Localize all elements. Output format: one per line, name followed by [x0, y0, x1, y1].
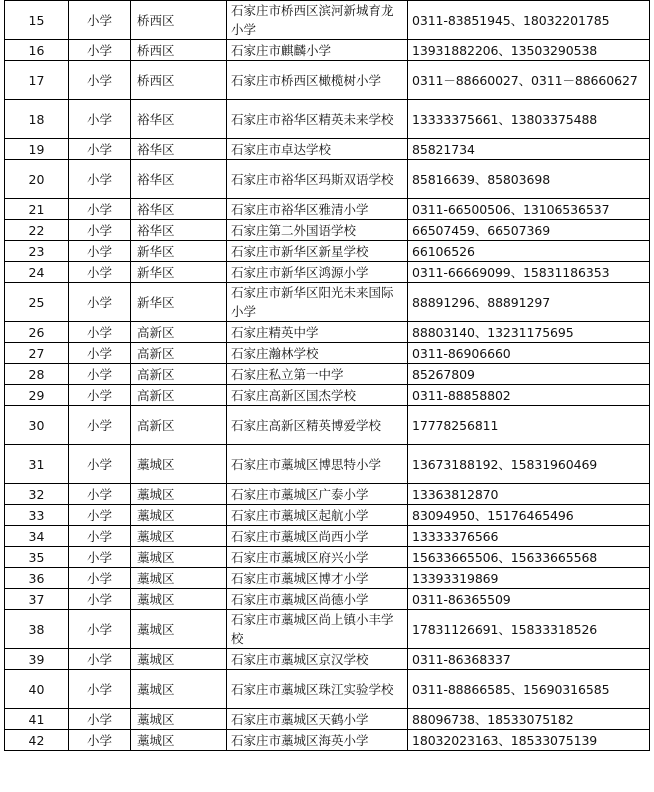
- school-name: 石家庄市新华区阳光未来国际小学: [227, 283, 408, 322]
- school-level: 小学: [69, 445, 131, 484]
- table-row: [5, 547, 650, 568]
- row-number: 42: [5, 730, 69, 751]
- school-level: 小学: [69, 100, 131, 139]
- row-number: 26: [5, 322, 69, 343]
- contact-phone: 0311-88858802: [408, 385, 650, 406]
- contact-phone: 88096738、18533075182: [408, 709, 650, 730]
- row-number: 20: [5, 160, 69, 199]
- district-name: 藁城区: [131, 505, 227, 526]
- table-row: [5, 160, 650, 199]
- district-name: 藁城区: [131, 445, 227, 484]
- school-level: 小学: [69, 484, 131, 505]
- contact-phone: 0311-86906660: [408, 343, 650, 364]
- contact-phone: 13333375661、13803375488: [408, 100, 650, 139]
- contact-phone: 0311-66500506、13106536537: [408, 199, 650, 220]
- school-level: 小学: [69, 199, 131, 220]
- school-name: 石家庄私立第一中学: [227, 364, 408, 385]
- district-name: 藁城区: [131, 484, 227, 505]
- district-name: 裕华区: [131, 220, 227, 241]
- contact-phone: 0311-86368337: [408, 649, 650, 670]
- school-name: 石家庄市裕华区雅清小学: [227, 199, 408, 220]
- contact-phone: 0311-86365509: [408, 589, 650, 610]
- school-level: 小学: [69, 670, 131, 709]
- contact-phone: 85267809: [408, 364, 650, 385]
- contact-phone: 0311-83851945、18032201785: [408, 1, 650, 40]
- contact-phone: 88891296、88891297: [408, 283, 650, 322]
- contact-phone: 66106526: [408, 241, 650, 262]
- school-name: 石家庄市麒麟小学: [227, 40, 408, 61]
- school-level: 小学: [69, 241, 131, 262]
- contact-phone: 83094950、15176465496: [408, 505, 650, 526]
- school-level: 小学: [69, 283, 131, 322]
- row-number: 25: [5, 283, 69, 322]
- table-row: [5, 568, 650, 589]
- district-name: 高新区: [131, 364, 227, 385]
- school-name: 石家庄市藁城区府兴小学: [227, 547, 408, 568]
- table-row: [5, 649, 650, 670]
- row-number: 28: [5, 364, 69, 385]
- district-name: 高新区: [131, 406, 227, 445]
- school-name: 石家庄市藁城区尚西小学: [227, 526, 408, 547]
- school-name: 石家庄市藁城区京汉学校: [227, 649, 408, 670]
- row-number: 41: [5, 709, 69, 730]
- row-number: 36: [5, 568, 69, 589]
- school-level: 小学: [69, 160, 131, 199]
- district-name: 桥西区: [131, 40, 227, 61]
- table-row: [5, 445, 650, 484]
- row-number: 39: [5, 649, 69, 670]
- row-number: 40: [5, 670, 69, 709]
- contact-phone: 0311-88866585、15690316585: [408, 670, 650, 709]
- row-number: 27: [5, 343, 69, 364]
- table-row: [5, 505, 650, 526]
- row-number: 24: [5, 262, 69, 283]
- school-level: 小学: [69, 385, 131, 406]
- school-level: 小学: [69, 61, 131, 100]
- table-row: [5, 220, 650, 241]
- school-contact-table: [4, 0, 650, 751]
- row-number: 29: [5, 385, 69, 406]
- row-number: 18: [5, 100, 69, 139]
- district-name: 藁城区: [131, 649, 227, 670]
- row-number: 37: [5, 589, 69, 610]
- school-level: 小学: [69, 709, 131, 730]
- table-row: [5, 199, 650, 220]
- contact-phone: 13931882206、13503290538: [408, 40, 650, 61]
- school-name: 石家庄市藁城区天鹤小学: [227, 709, 408, 730]
- school-name: 石家庄市藁城区广泰小学: [227, 484, 408, 505]
- school-level: 小学: [69, 505, 131, 526]
- school-level: 小学: [69, 649, 131, 670]
- contact-phone: 17831126691、15833318526: [408, 610, 650, 649]
- table-row: [5, 139, 650, 160]
- contact-phone: 13363812870: [408, 484, 650, 505]
- district-name: 高新区: [131, 322, 227, 343]
- contact-phone: 15633665506、15633665568: [408, 547, 650, 568]
- district-name: 藁城区: [131, 730, 227, 751]
- school-name: 石家庄市桥西区橄榄树小学: [227, 61, 408, 100]
- district-name: 高新区: [131, 343, 227, 364]
- table-row: [5, 40, 650, 61]
- school-level: 小学: [69, 589, 131, 610]
- table-row: [5, 364, 650, 385]
- district-name: 裕华区: [131, 139, 227, 160]
- school-level: 小学: [69, 364, 131, 385]
- table-row: [5, 61, 650, 100]
- school-name: 石家庄市新华区新星学校: [227, 241, 408, 262]
- table-row: [5, 283, 650, 322]
- school-name: 石家庄第二外国语学校: [227, 220, 408, 241]
- school-name: 石家庄市裕华区精英未来学校: [227, 100, 408, 139]
- school-name: 石家庄市藁城区尚上镇小丰学校: [227, 610, 408, 649]
- school-name: 石家庄高新区精英博爱学校: [227, 406, 408, 445]
- school-level: 小学: [69, 40, 131, 61]
- school-level: 小学: [69, 343, 131, 364]
- school-name: 石家庄高新区国杰学校: [227, 385, 408, 406]
- table-row: [5, 526, 650, 547]
- district-name: 新华区: [131, 283, 227, 322]
- row-number: 35: [5, 547, 69, 568]
- table-row: [5, 730, 650, 751]
- district-name: 新华区: [131, 241, 227, 262]
- contact-phone: 66507459、66507369: [408, 220, 650, 241]
- school-name: 石家庄瀚林学校: [227, 343, 408, 364]
- school-level: 小学: [69, 322, 131, 343]
- district-name: 裕华区: [131, 160, 227, 199]
- district-name: 裕华区: [131, 199, 227, 220]
- school-name: 石家庄市藁城区博才小学: [227, 568, 408, 589]
- table-row: [5, 1, 650, 40]
- row-number: 31: [5, 445, 69, 484]
- table-row: [5, 610, 650, 649]
- contact-phone: 13673188192、15831960469: [408, 445, 650, 484]
- school-name: 石家庄市桥西区滨河新城育龙小学: [227, 1, 408, 40]
- school-name: 石家庄市藁城区海英小学: [227, 730, 408, 751]
- school-name: 石家庄市新华区鸿源小学: [227, 262, 408, 283]
- district-name: 藁城区: [131, 610, 227, 649]
- table-row: [5, 709, 650, 730]
- school-level: 小学: [69, 220, 131, 241]
- contact-phone: 85821734: [408, 139, 650, 160]
- table-row: [5, 322, 650, 343]
- district-name: 藁城区: [131, 547, 227, 568]
- row-number: 19: [5, 139, 69, 160]
- table-row: [5, 385, 650, 406]
- table-row: [5, 589, 650, 610]
- district-name: 高新区: [131, 385, 227, 406]
- contact-phone: 88803140、13231175695: [408, 322, 650, 343]
- contact-phone: 17778256811: [408, 406, 650, 445]
- table-row: [5, 343, 650, 364]
- district-name: 裕华区: [131, 100, 227, 139]
- row-number: 17: [5, 61, 69, 100]
- district-name: 藁城区: [131, 709, 227, 730]
- school-name: 石家庄精英中学: [227, 322, 408, 343]
- table-body: [5, 1, 650, 751]
- table-row: [5, 670, 650, 709]
- school-level: 小学: [69, 1, 131, 40]
- row-number: 15: [5, 1, 69, 40]
- contact-phone: 13333376566: [408, 526, 650, 547]
- row-number: 38: [5, 610, 69, 649]
- district-name: 新华区: [131, 262, 227, 283]
- contact-phone: 0311-66669099、15831186353: [408, 262, 650, 283]
- district-name: 桥西区: [131, 61, 227, 100]
- row-number: 30: [5, 406, 69, 445]
- district-name: 藁城区: [131, 568, 227, 589]
- row-number: 33: [5, 505, 69, 526]
- table-row: [5, 262, 650, 283]
- table-row: [5, 100, 650, 139]
- contact-phone: 85816639、85803698: [408, 160, 650, 199]
- contact-phone: 0311－88660027、0311－88660627: [408, 61, 650, 100]
- row-number: 34: [5, 526, 69, 547]
- school-level: 小学: [69, 568, 131, 589]
- contact-phone: 13393319869: [408, 568, 650, 589]
- school-level: 小学: [69, 139, 131, 160]
- school-name: 石家庄市卓达学校: [227, 139, 408, 160]
- school-level: 小学: [69, 526, 131, 547]
- school-level: 小学: [69, 730, 131, 751]
- school-level: 小学: [69, 547, 131, 568]
- school-level: 小学: [69, 406, 131, 445]
- district-name: 藁城区: [131, 670, 227, 709]
- row-number: 16: [5, 40, 69, 61]
- table-row: [5, 241, 650, 262]
- school-level: 小学: [69, 262, 131, 283]
- school-name: 石家庄市藁城区尚德小学: [227, 589, 408, 610]
- row-number: 32: [5, 484, 69, 505]
- district-name: 桥西区: [131, 1, 227, 40]
- district-name: 藁城区: [131, 589, 227, 610]
- contact-phone: 18032023163、18533075139: [408, 730, 650, 751]
- table-row: [5, 484, 650, 505]
- row-number: 22: [5, 220, 69, 241]
- school-level: 小学: [69, 610, 131, 649]
- school-name: 石家庄市藁城区起航小学: [227, 505, 408, 526]
- district-name: 藁城区: [131, 526, 227, 547]
- table-row: [5, 406, 650, 445]
- school-name: 石家庄市藁城区珠江实验学校: [227, 670, 408, 709]
- school-name: 石家庄市裕华区玛斯双语学校: [227, 160, 408, 199]
- row-number: 23: [5, 241, 69, 262]
- row-number: 21: [5, 199, 69, 220]
- school-name: 石家庄市藁城区博思特小学: [227, 445, 408, 484]
